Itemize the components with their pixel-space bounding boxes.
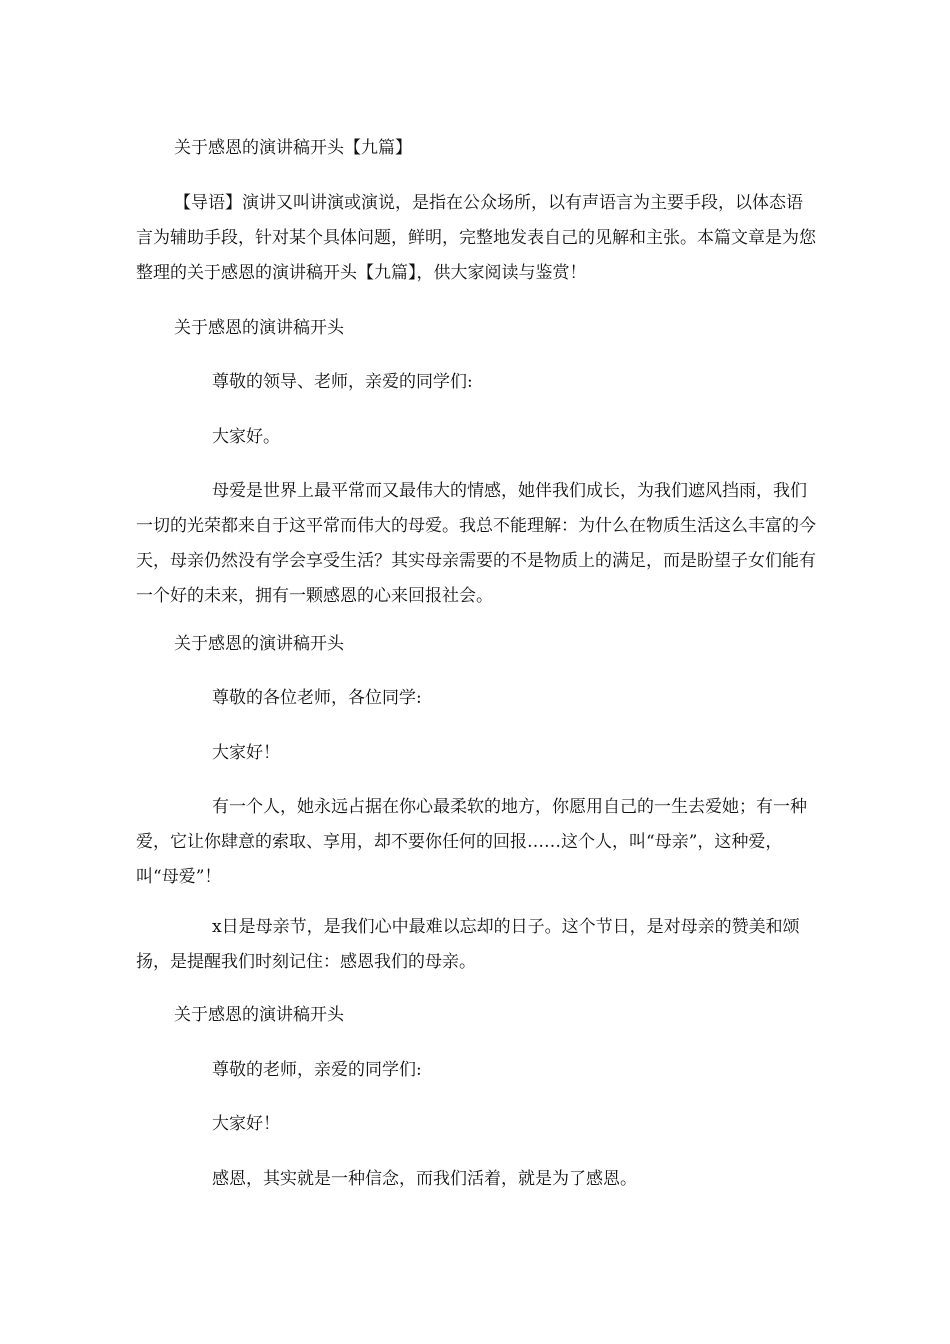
section-greeting: 大家好！: [212, 743, 280, 763]
document-title: 关于感恩的演讲稿开头【九篇】: [174, 138, 412, 158]
section-body-paragraph: x日是母亲节，是我们心中最难以忘却的日子。这个节日，是对母亲的赞美和颂扬，是提醒我们时刻记住：感恩我们的母亲。: [136, 917, 800, 972]
section-heading: 关于感恩的演讲稿开头: [174, 318, 344, 338]
section-greeting: 大家好！: [212, 1114, 280, 1134]
section-salutation: 尊敬的老师，亲爱的同学们:: [212, 1060, 422, 1080]
section-body-paragraph: 感恩，其实就是一种信念，而我们活着，就是为了感恩。: [212, 1169, 637, 1189]
section-greeting: 大家好。: [212, 427, 280, 447]
intro-paragraph: 【导语】演讲又叫讲演或演说，是指在公众场所，以有声语言为主要手段，以体态语言为辅助手段，针对某个具体问题，鲜明，完整地发表自己的见解和主张。本篇文章是为您整理的关于感恩的演讲稿开头【九篇】，供大家阅读与鉴赏！: [136, 193, 816, 283]
section-salutation: 尊敬的各位老师，各位同学:: [212, 688, 422, 708]
section-salutation: 尊敬的领导、老师，亲爱的同学们:: [212, 372, 473, 392]
section-heading: 关于感恩的演讲稿开头: [174, 634, 344, 654]
section-body-paragraph: 母爱是世界上最平常而又最伟大的情感，她伴我们成长，为我们遮风挡雨，我们一切的光荣都来自于这平常而伟大的母爱。我总不能理解：为什么在物质生活这么丰富的今天，母亲仍然没有学会享受生活？其实母亲需要的不是物质上的满足，而是盼望子女们能有一个好的未来，拥有一颗感恩的心来回报社会。: [136, 481, 816, 606]
section-heading: 关于感恩的演讲稿开头: [174, 1005, 344, 1025]
section-body-paragraph: 有一个人，她永远占据在你心最柔软的地方，你愿用自己的一生去爱她；有一种爱，它让你肆意的索取、享用，却不要你任何的回报……这个人，叫“母亲”，这种爱，叫“母爱”！: [136, 797, 807, 887]
